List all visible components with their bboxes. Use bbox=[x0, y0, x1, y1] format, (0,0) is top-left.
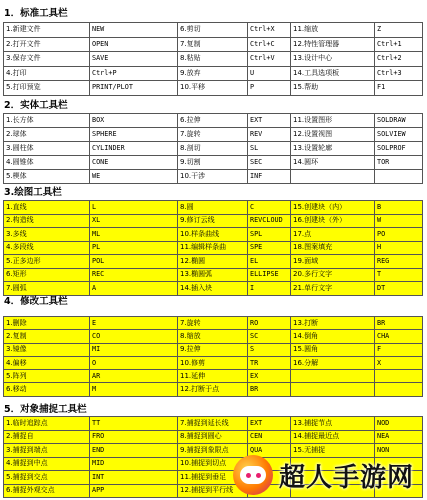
function-cell: 8.剖切 bbox=[178, 142, 248, 156]
function-cell: 1.删除 bbox=[4, 317, 90, 330]
function-cell: 15.无捕捉 bbox=[291, 444, 375, 458]
function-cell: 10.平移 bbox=[178, 81, 248, 96]
command-cell: C bbox=[248, 201, 291, 215]
command-cell: SOLPROF bbox=[375, 142, 423, 156]
command-cell: Z bbox=[375, 23, 423, 38]
table-row bbox=[4, 214, 423, 228]
watermark bbox=[233, 452, 423, 498]
function-cell: 15.创建块（内） bbox=[291, 201, 375, 215]
command-cell: S bbox=[248, 343, 291, 356]
function-cell: 2.捕捉自 bbox=[4, 430, 90, 444]
command-cell: REG bbox=[375, 255, 423, 269]
command-cell: POL bbox=[90, 255, 178, 269]
table-row bbox=[4, 370, 423, 383]
command-cell: W bbox=[375, 214, 423, 228]
function-cell: 3.镜像 bbox=[4, 343, 90, 356]
table-row bbox=[4, 268, 423, 282]
command-cell: NEW bbox=[90, 23, 178, 38]
command-cell: B bbox=[375, 201, 423, 215]
function-cell: 16.分解 bbox=[291, 356, 375, 369]
table-row bbox=[4, 170, 423, 184]
table-row bbox=[4, 52, 423, 67]
command-cell: BOX bbox=[90, 114, 178, 128]
command-cell: X bbox=[375, 356, 423, 369]
command-cell: Ctrl+X bbox=[248, 23, 291, 38]
function-cell: 13.椭圆弧 bbox=[178, 268, 248, 282]
function-cell: 19.面域 bbox=[291, 255, 375, 269]
table-row bbox=[4, 241, 423, 255]
function-cell: 13.设置轮廓 bbox=[291, 142, 375, 156]
command-cell: EXT bbox=[248, 114, 291, 128]
command-cell: TT bbox=[90, 417, 178, 431]
section-title: 3.绘图工具栏 bbox=[4, 187, 62, 198]
command-cell: REVCLOUD bbox=[248, 214, 291, 228]
shortcut-table bbox=[3, 22, 423, 96]
command-cell: A bbox=[90, 282, 178, 296]
command-cell: CYLINDER bbox=[90, 142, 178, 156]
command-cell: QUA bbox=[248, 444, 291, 458]
function-cell: 2.打开文件 bbox=[4, 37, 90, 52]
command-cell: PRINT/PLOT bbox=[90, 81, 178, 96]
table-row bbox=[4, 317, 423, 330]
table-row bbox=[4, 417, 423, 431]
command-cell: MI bbox=[90, 343, 178, 356]
function-cell: 9.切割 bbox=[178, 156, 248, 170]
command-cell: NEA bbox=[375, 430, 423, 444]
command-cell: INT bbox=[90, 471, 178, 485]
function-cell: 1.临时追踪点 bbox=[4, 417, 90, 431]
command-cell: CHA bbox=[375, 330, 423, 343]
command-cell: L bbox=[90, 201, 178, 215]
command-cell: P bbox=[248, 81, 291, 96]
function-cell: 15.圆角 bbox=[291, 343, 375, 356]
command-cell: SPL bbox=[248, 228, 291, 242]
function-cell: 2.球体 bbox=[4, 128, 90, 142]
function-cell: 3.多线 bbox=[4, 228, 90, 242]
function-cell: 6.移动 bbox=[4, 383, 90, 396]
command-cell: CONE bbox=[90, 156, 178, 170]
command-cell: NON bbox=[375, 444, 423, 458]
table-row bbox=[4, 255, 423, 269]
table-row bbox=[4, 201, 423, 215]
command-cell: PO bbox=[375, 228, 423, 242]
function-cell: 20.多行文字 bbox=[291, 268, 375, 282]
function-cell: 4.偏移 bbox=[4, 356, 90, 369]
command-cell: SPE bbox=[248, 241, 291, 255]
function-cell: 6.剪切 bbox=[178, 23, 248, 38]
function-cell: 18.图案填充 bbox=[291, 241, 375, 255]
command-cell: E bbox=[90, 317, 178, 330]
command-cell: M bbox=[90, 383, 178, 396]
command-cell: OPEN bbox=[90, 37, 178, 52]
function-cell: 1.长方体 bbox=[4, 114, 90, 128]
section-title: 1．标准工具栏 bbox=[4, 8, 68, 19]
command-cell: SC bbox=[248, 330, 291, 343]
function-cell: 7.旋转 bbox=[178, 128, 248, 142]
command-cell: O bbox=[90, 356, 178, 369]
table-row bbox=[4, 356, 423, 369]
function-cell: 7.旋转 bbox=[178, 317, 248, 330]
function-cell: 16.创建块（外） bbox=[291, 214, 375, 228]
function-cell: 12.捕捉到平行线 bbox=[178, 484, 248, 498]
command-cell: U bbox=[248, 66, 291, 81]
shortcut-table bbox=[3, 113, 423, 184]
command-cell: FRO bbox=[90, 430, 178, 444]
table-row bbox=[4, 430, 423, 444]
command-cell: REC bbox=[90, 268, 178, 282]
function-cell: 1.新建文件 bbox=[4, 23, 90, 38]
function-cell: 2.构造线 bbox=[4, 214, 90, 228]
function-cell: 4.圆锥体 bbox=[4, 156, 90, 170]
table-row bbox=[4, 81, 423, 96]
function-cell: 6.捕捉外观交点 bbox=[4, 484, 90, 498]
function-cell: 2.复制 bbox=[4, 330, 90, 343]
function-cell: 9.放弃 bbox=[178, 66, 248, 81]
function-cell: 4.打印 bbox=[4, 66, 90, 81]
gamepad-logo-icon bbox=[233, 455, 273, 495]
function-cell: 14.捕捉最近点 bbox=[291, 430, 375, 444]
command-cell: END bbox=[90, 444, 178, 458]
function-cell: 5.捕捉到交点 bbox=[4, 471, 90, 485]
function-cell: 9.捕捉到象限点 bbox=[178, 444, 248, 458]
command-cell: Ctrl+2 bbox=[375, 52, 423, 67]
command-cell: BR bbox=[375, 317, 423, 330]
function-cell: 3.圆柱体 bbox=[4, 142, 90, 156]
command-cell: Ctrl+P bbox=[90, 66, 178, 81]
table-row bbox=[4, 23, 423, 38]
function-cell: 5.正多边形 bbox=[4, 255, 90, 269]
command-cell: NOD bbox=[375, 417, 423, 431]
command-cell: H bbox=[375, 241, 423, 255]
command-cell: SAVE bbox=[90, 52, 178, 67]
function-cell: 14.倒角 bbox=[291, 330, 375, 343]
shortcut-table bbox=[3, 200, 423, 296]
command-cell: T bbox=[375, 268, 423, 282]
command-cell: REV bbox=[248, 128, 291, 142]
shortcut-table bbox=[3, 316, 423, 397]
function-cell: 5.阵列 bbox=[4, 370, 90, 383]
function-cell: 4.多段线 bbox=[4, 241, 90, 255]
command-cell: DT bbox=[375, 282, 423, 296]
command-cell: MID bbox=[90, 457, 178, 471]
function-cell: 13.设计中心 bbox=[291, 52, 375, 67]
command-cell: AR bbox=[90, 370, 178, 383]
command-cell: F1 bbox=[375, 81, 423, 96]
function-cell: 10.捕捉到切点 bbox=[178, 457, 248, 471]
command-cell: I bbox=[248, 282, 291, 296]
command-cell: ELLIPSE bbox=[248, 268, 291, 282]
function-cell: 11.编辑样条曲 bbox=[178, 241, 248, 255]
function-cell: 12.打断于点 bbox=[178, 383, 248, 396]
function-cell bbox=[291, 370, 375, 383]
command-cell: SOLDRAW bbox=[375, 114, 423, 128]
command-cell: XL bbox=[90, 214, 178, 228]
table-row bbox=[4, 330, 423, 343]
function-cell: 21.单行文字 bbox=[291, 282, 375, 296]
function-cell: 8.缩放 bbox=[178, 330, 248, 343]
command-cell: CEN bbox=[248, 430, 291, 444]
function-cell bbox=[291, 383, 375, 396]
command-cell bbox=[375, 383, 423, 396]
function-cell: 14.工具选项板 bbox=[291, 66, 375, 81]
function-cell: 11.设置图形 bbox=[291, 114, 375, 128]
command-cell: F bbox=[375, 343, 423, 356]
function-cell: 10.干涉 bbox=[178, 170, 248, 184]
command-cell: EX bbox=[248, 370, 291, 383]
command-cell: Ctrl+V bbox=[248, 52, 291, 67]
function-cell: 5.楔体 bbox=[4, 170, 90, 184]
function-cell: 14.插入块 bbox=[178, 282, 248, 296]
watermark-text: 超人手游网 bbox=[279, 462, 415, 493]
command-cell: SEC bbox=[248, 156, 291, 170]
command-cell: Ctrl+3 bbox=[375, 66, 423, 81]
function-cell: 6.拉伸 bbox=[178, 114, 248, 128]
function-cell: 10.样条曲线 bbox=[178, 228, 248, 242]
command-cell: WE bbox=[90, 170, 178, 184]
table-row bbox=[4, 142, 423, 156]
section-title: 5．对象捕捉工具栏 bbox=[4, 404, 87, 415]
function-cell: 8.圆 bbox=[178, 201, 248, 215]
table-row bbox=[4, 156, 423, 170]
function-cell: 13.捕捉节点 bbox=[291, 417, 375, 431]
function-cell: 5.打印预览 bbox=[4, 81, 90, 96]
function-cell: 12.椭圆 bbox=[178, 255, 248, 269]
function-cell: 12.设置视图 bbox=[291, 128, 375, 142]
function-cell: 11.捕捉到垂足 bbox=[178, 471, 248, 485]
command-cell: Ctrl+C bbox=[248, 37, 291, 52]
function-cell: 8.粘贴 bbox=[178, 52, 248, 67]
command-cell: TOR bbox=[375, 156, 423, 170]
command-cell: SOLVIEW bbox=[375, 128, 423, 142]
table-row bbox=[4, 343, 423, 356]
function-cell: 12.特性管理器 bbox=[291, 37, 375, 52]
command-cell: INF bbox=[248, 170, 291, 184]
command-cell: SPHERE bbox=[90, 128, 178, 142]
function-cell: 7.捕捉到延长线 bbox=[178, 417, 248, 431]
table-row bbox=[4, 128, 423, 142]
section-title: 2．实体工具栏 bbox=[4, 100, 68, 111]
function-cell: 9.修订云线 bbox=[178, 214, 248, 228]
function-cell: 1.直线 bbox=[4, 201, 90, 215]
function-cell: 3.保存文件 bbox=[4, 52, 90, 67]
command-cell: SL bbox=[248, 142, 291, 156]
function-cell: 9.拉伸 bbox=[178, 343, 248, 356]
function-cell: 15.帮助 bbox=[291, 81, 375, 96]
table-row bbox=[4, 383, 423, 396]
function-cell: 11.缩放 bbox=[291, 23, 375, 38]
command-cell: Ctrl+1 bbox=[375, 37, 423, 52]
function-cell: 13.打断 bbox=[291, 317, 375, 330]
command-cell: TR bbox=[248, 356, 291, 369]
command-cell bbox=[375, 170, 423, 184]
table-row bbox=[4, 228, 423, 242]
command-cell: APP bbox=[90, 484, 178, 498]
command-cell: ML bbox=[90, 228, 178, 242]
command-cell: CO bbox=[90, 330, 178, 343]
command-cell: PL bbox=[90, 241, 178, 255]
command-cell bbox=[375, 370, 423, 383]
section-title: 4．修改工具栏 bbox=[4, 296, 68, 307]
table-row bbox=[4, 114, 423, 128]
command-cell: EL bbox=[248, 255, 291, 269]
function-cell: 7.复制 bbox=[178, 37, 248, 52]
command-cell: BR bbox=[248, 383, 291, 396]
function-cell: 8.捕捉到圆心 bbox=[178, 430, 248, 444]
function-cell: 7.圆弧 bbox=[4, 282, 90, 296]
function-cell: 6.矩形 bbox=[4, 268, 90, 282]
function-cell: 10.修剪 bbox=[178, 356, 248, 369]
function-cell: 4.捕捉到中点 bbox=[4, 457, 90, 471]
table-row bbox=[4, 66, 423, 81]
command-cell: RO bbox=[248, 317, 291, 330]
table-row bbox=[4, 37, 423, 52]
command-cell: EXT bbox=[248, 417, 291, 431]
function-cell: 3.捕捉到端点 bbox=[4, 444, 90, 458]
function-cell: 11.延伸 bbox=[178, 370, 248, 383]
function-cell: 14.圆环 bbox=[291, 156, 375, 170]
function-cell bbox=[291, 170, 375, 184]
function-cell: 17.点 bbox=[291, 228, 375, 242]
